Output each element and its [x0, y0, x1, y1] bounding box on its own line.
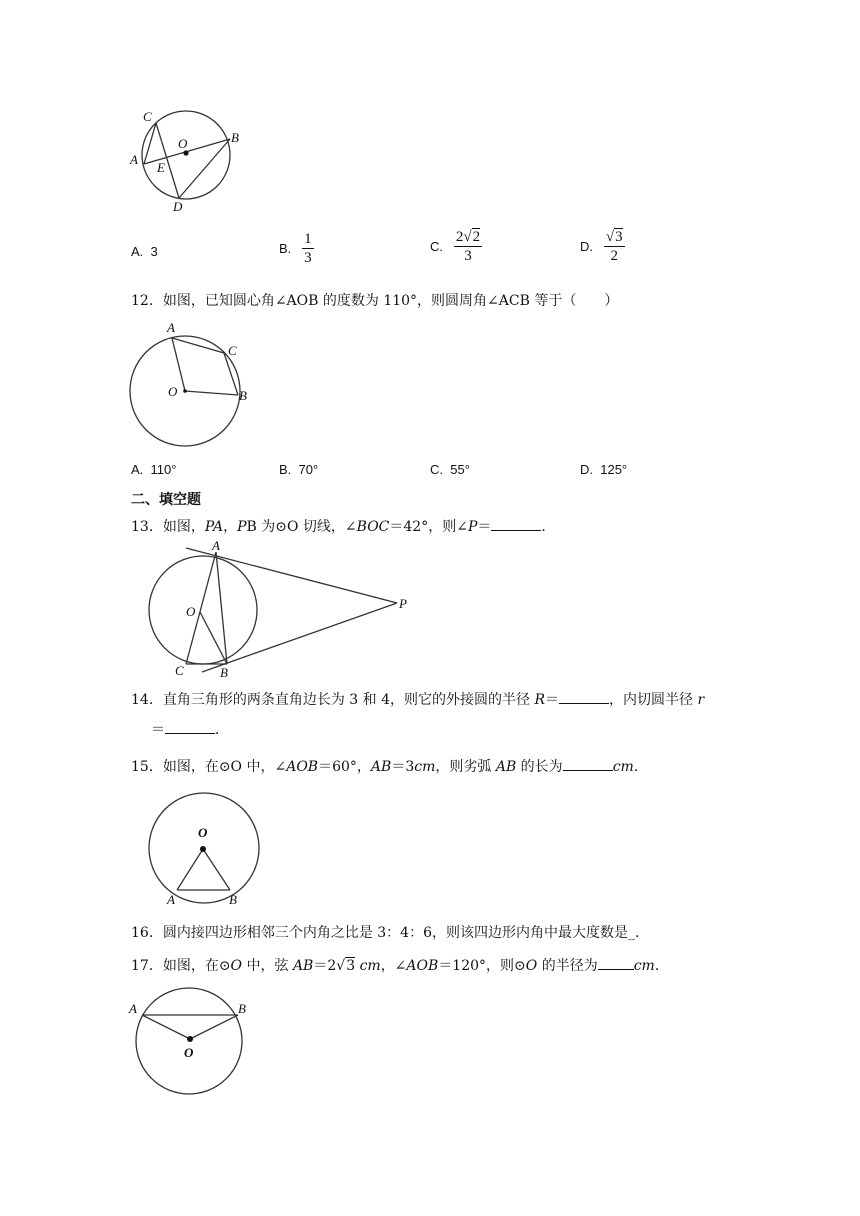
q12-option-b: B. 70° [279, 462, 319, 477]
label-a: A [167, 320, 175, 335]
label-o: O [186, 604, 196, 619]
figure-q12 [124, 316, 264, 452]
label-o: O [168, 384, 178, 399]
q12-option-d: D. 125° [580, 462, 628, 477]
label-c: C [143, 109, 152, 124]
question-17: 17．如图，在⊙O 中，弦 AB＝2√3 cm，∠AOB＝120°，则⊙O 的半径为 cm． [131, 955, 669, 976]
q12-option-c: C. 55° [430, 462, 470, 477]
answer-blank [491, 516, 541, 531]
figure-q13 [144, 540, 414, 680]
label-p: P [399, 596, 407, 611]
label-a: A [212, 538, 220, 553]
question-14-line1: 14．直角三角形的两条直角边长为 3 和 4，则它的外接圆的半径 R＝ ，内切圆半径 r [131, 689, 704, 710]
label-a: A [167, 892, 175, 907]
question-12: 12．如图，已知圆心角∠AOB 的度数为 110°，则圆周角∠ACB 等于（ ） [131, 293, 619, 309]
label-b: B [220, 665, 228, 680]
section-heading: 二、填空题 [131, 492, 201, 508]
figure-q17 [126, 995, 266, 1099]
label-b: B [239, 388, 247, 403]
label-d: D [173, 199, 183, 214]
question-16: 16．圆内接四边形相邻三个内角之比是 3：4：6，则该四边形内角中最大度数是_． [131, 925, 649, 941]
label-b: B [231, 130, 239, 145]
label-o: O [184, 1045, 194, 1060]
answer-blank [165, 719, 215, 734]
answer-blank [598, 955, 634, 970]
label-a: A [129, 1001, 137, 1016]
label-c: C [228, 343, 237, 358]
label-e: E [157, 160, 165, 175]
question-13: 13．如图，PA，PB 为⊙O 切线，∠BOC＝42°，则∠P＝ ． [131, 516, 555, 537]
label-c: C [175, 663, 184, 678]
answer-blank [563, 756, 613, 771]
q11-option-d: D. $\frac{√3}{2}$ [580, 229, 623, 264]
question-15: 15．如图，在⊙O 中，∠AOB＝60°，AB＝3cm，则劣弧 AB 的长为 cm． [131, 756, 648, 777]
q11-option-b: B. $\frac{1}{3}$ [279, 231, 312, 266]
label-o: O [198, 825, 208, 840]
q11-option-c: C. $\frac{2√2}{3}$ [430, 229, 481, 264]
label-a: A [130, 152, 138, 167]
answer-blank [559, 689, 609, 704]
figure-q15 [144, 792, 264, 912]
question-14-line2: ＝ ． [151, 719, 229, 740]
q11-option-a: A. 3 [131, 244, 158, 259]
figure-q11 [128, 104, 248, 214]
label-b: B [229, 892, 237, 907]
label-o: O [178, 136, 188, 151]
q12-option-a: A. 110° [131, 462, 177, 477]
label-b: B [238, 1001, 246, 1016]
